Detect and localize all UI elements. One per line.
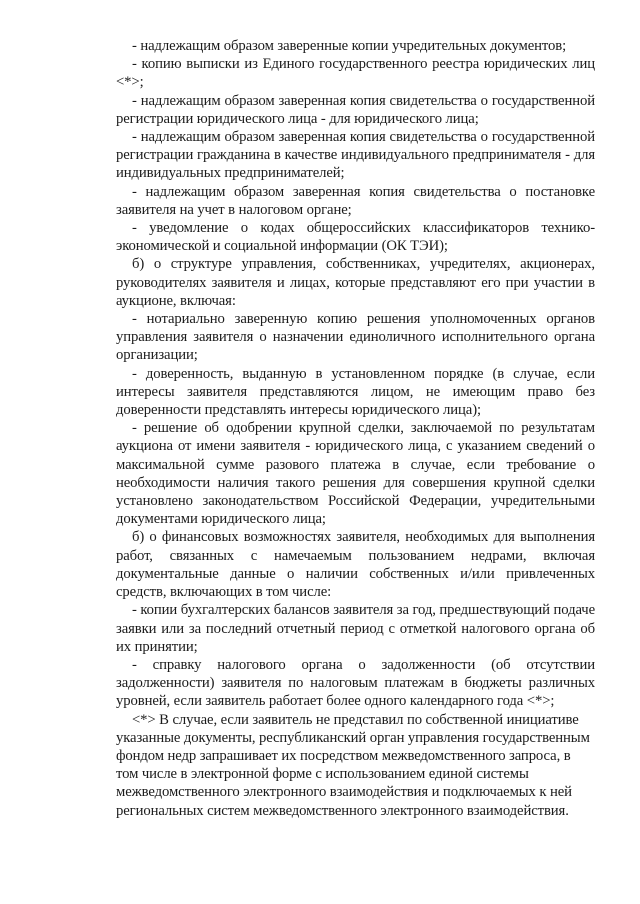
paragraph-classifier-codes-notice: - уведомление о кодах общероссийских классификаторов технико-экономической и социальной информации (ОК ТЭИ);	[116, 220, 595, 255]
footnote-paragraph: <*> В случае, если заявитель не представил по собственной инициативе указанные документы, республиканский орган управления государственным фондом недр запрашивает их посредством межведомственного запроса, в том числе в электронной форме с использованием единой системы межведомственного электронного взаимодействия и подключаемых к ней региональных систем межведомственного электронного взаимодействия.	[116, 711, 590, 819]
paragraph-power-of-attorney: - доверенность, выданную в установленном порядке (в случае, если интересы заявителя представляются лицом, не имеющим право без доверенности представлять интересы юридического лица);	[116, 365, 595, 419]
paragraph-notarized-decision: - нотариально заверенную копию решения уполномоченных органов управления заявителя о назначении единоличного исполнительного органа организации;	[116, 311, 595, 364]
paragraph-financial-capacity: б) о финансовых возможностях заявителя, необходимых для выполнения работ, связанных с намечаемым пользованием недрами, включая документальные данные о наличии собственных и/или привлеченных средств, включающих в том числе:	[116, 529, 595, 601]
paragraph-certified-charter-copies: - надлежащим образом заверенные копии учредительных документов;	[132, 38, 567, 54]
paragraph-balance-sheets: - копии бухгалтерских балансов заявителя за год, предшествующий подаче заявки или за последний отчетный период с отметкой налогового органа об их принятии;	[116, 602, 595, 655]
paragraph-management-structure: б) о структуре управления, собственниках, учредителях, акционерах, руководителях заявителя и лицах, которые представляют его при участии в аукционе, включая:	[116, 256, 595, 309]
paragraph-major-transaction-approval: - решение об одобрении крупной сделки, заключаемой по результатам аукциона от имени заявителя - юридического лица, с указанием сведений о максимальной сумме разового платежа в случае, если требование о необходимости наличия такого решения для совершения крупной сделки установлено законодательством Российской Федерации, учредительными документами юридического лица;	[116, 420, 595, 528]
paragraph-tax-registration-certificate: - надлежащим образом заверенная копия свидетельства о постановке заявителя на учет в налоговом органе;	[116, 183, 595, 218]
paragraph-entrepreneur-certificate: - надлежащим образом заверенная копия свидетельства о государственной регистрации гражданина в качестве индивидуального предпринимателя - для индивидуальных предпринимателей;	[116, 129, 595, 182]
document-body	[116, 37, 595, 820]
paragraph-legal-entity-certificate: - надлежащим образом заверенная копия свидетельства о государственной регистрации юридического лица - для юридического лица;	[116, 92, 595, 127]
paragraph-registry-extract: - копию выписки из Единого государственного реестра юридических лиц <*>;	[116, 56, 595, 91]
paragraph-tax-debt-certificate: - справку налогового органа о задолженности (об отсутствии задолженности) заявителя по налоговым платежам в бюджеты различных уровней, если заявитель работает более одного календарного года <*>;	[116, 656, 595, 710]
